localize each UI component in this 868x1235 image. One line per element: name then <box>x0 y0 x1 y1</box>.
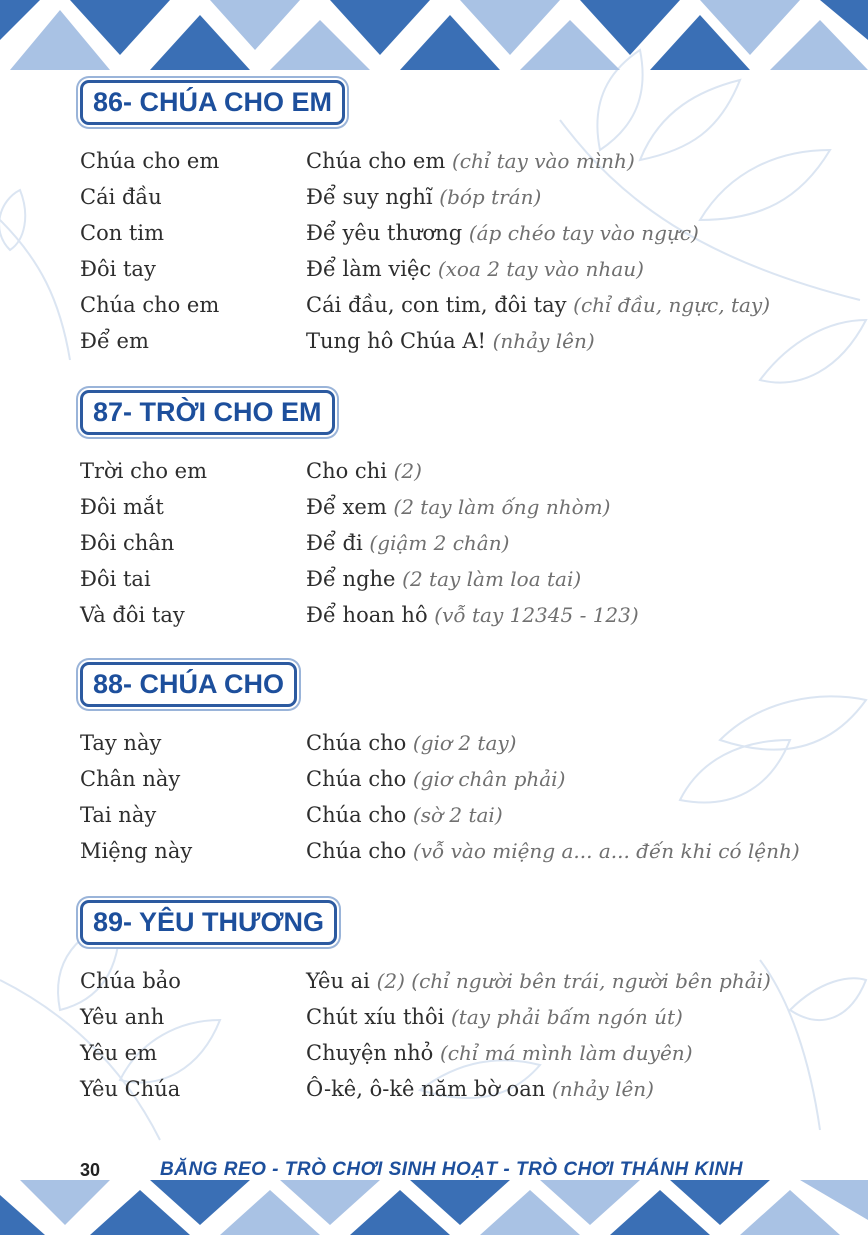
gesture-note: (xoa 2 tay vào nhau) <box>437 257 644 281</box>
top-triangle-border <box>0 0 868 70</box>
verse-row <box>80 597 840 633</box>
gesture-note: (2) (chỉ người bên trái, người bên phải) <box>376 969 771 993</box>
response-text: Chúa cho <box>306 767 413 791</box>
verse-row <box>80 323 840 359</box>
section-87 <box>80 390 840 633</box>
verse-response <box>306 803 840 827</box>
section-title: 89- YÊU THƯƠNG <box>93 907 324 937</box>
gesture-note: (giơ chân phải) <box>412 767 566 791</box>
gesture-note: (tay phải bấm ngón út) <box>451 1005 683 1029</box>
verse-row <box>80 179 840 215</box>
verse-call: Chúa cho em <box>80 149 220 173</box>
response-text: Chúa cho <box>306 803 413 827</box>
verse-list <box>80 963 840 1107</box>
verse-row <box>80 489 840 525</box>
verse-row <box>80 561 840 597</box>
verse-response <box>306 257 840 281</box>
verse-row <box>80 1071 840 1107</box>
verse-response <box>306 969 840 993</box>
gesture-note: (2 tay làm loa tai) <box>402 567 582 591</box>
verse-call: Tay này <box>80 731 162 755</box>
section-title-box <box>80 900 337 945</box>
section-title-box <box>80 662 297 707</box>
verse-response <box>306 1005 840 1029</box>
response-text: Cho chi <box>306 459 394 483</box>
verse-call: Đôi chân <box>80 531 175 555</box>
verse-response <box>306 767 840 791</box>
book-title: BĂNG REO - TRÒ CHƠI SINH HOẠT - TRÒ CHƠI THÁNH KINH <box>160 1159 743 1180</box>
gesture-note: (sờ 2 tai) <box>412 803 503 827</box>
response-text: Để suy nghĩ <box>306 185 440 209</box>
section-title-box <box>80 390 335 435</box>
gesture-note: (giơ 2 tay) <box>412 731 517 755</box>
gesture-note: (2 tay làm ống nhòm) <box>393 495 611 519</box>
verse-response <box>306 329 840 353</box>
verse-row <box>80 453 840 489</box>
gesture-note: (áp chéo tay vào ngực) <box>468 221 699 245</box>
verse-call: Đôi mắt <box>80 495 164 519</box>
verse-call: Tai này <box>80 803 157 827</box>
verse-call: Con tim <box>80 221 164 245</box>
section-88 <box>80 662 840 869</box>
verse-response <box>306 221 840 245</box>
verse-list <box>80 725 840 869</box>
gesture-note: (chỉ đầu, ngực, tay) <box>573 293 771 317</box>
response-text: Chúa cho <box>306 731 413 755</box>
verse-call: Trời cho em <box>80 459 208 483</box>
response-text: Để nghe <box>306 567 403 591</box>
verse-row <box>80 797 840 833</box>
section-title: 87- TRỜI CHO EM <box>93 397 322 427</box>
verse-call: Đôi tai <box>80 567 151 591</box>
verse-row <box>80 999 840 1035</box>
verse-response <box>306 149 840 173</box>
verse-call: Và đôi tay <box>80 603 185 627</box>
section-title: 88- CHÚA CHO <box>93 669 285 699</box>
verse-call: Chúa cho em <box>80 293 220 317</box>
verse-response <box>306 185 840 209</box>
verse-row <box>80 287 840 323</box>
verse-row <box>80 525 840 561</box>
bottom-triangle-border <box>0 1180 868 1235</box>
verse-row <box>80 1035 840 1071</box>
response-text: Chút xíu thôi <box>306 1005 451 1029</box>
response-text: Tung hô Chúa A! <box>306 329 493 353</box>
verse-response <box>306 1041 840 1065</box>
verse-row <box>80 833 840 869</box>
gesture-note: (nhảy lên) <box>492 329 595 353</box>
verse-response <box>306 293 840 317</box>
verse-row <box>80 215 840 251</box>
verse-list <box>80 143 840 359</box>
verse-call: Yêu Chúa <box>80 1077 181 1101</box>
verse-response <box>306 567 840 591</box>
gesture-note: (chỉ má mình làm duyên) <box>439 1041 693 1065</box>
response-text: Để đi <box>306 531 370 555</box>
response-text: Chúa cho em <box>306 149 452 173</box>
verse-row <box>80 143 840 179</box>
verse-call: Chân này <box>80 767 181 791</box>
verse-response <box>306 603 840 627</box>
verse-response <box>306 731 840 755</box>
section-title-box <box>80 80 345 125</box>
response-text: Chúa cho <box>306 839 413 863</box>
section-title: 86- CHÚA CHO EM <box>93 87 333 117</box>
verse-response <box>306 531 840 555</box>
section-86 <box>80 80 840 359</box>
page-number: 30 <box>80 1159 101 1180</box>
response-text: Cái đầu, con tim, đôi tay <box>306 293 574 317</box>
verse-row <box>80 761 840 797</box>
section-89 <box>80 900 840 1107</box>
verse-call: Yêu em <box>80 1041 158 1065</box>
verse-response <box>306 495 840 519</box>
verse-response <box>306 1077 840 1101</box>
gesture-note: (bóp trán) <box>439 185 542 209</box>
verse-call: Cái đầu <box>80 185 162 209</box>
response-text: Ô-kê, ô-kê năm bờ oan <box>306 1077 552 1101</box>
verse-row <box>80 963 840 999</box>
verse-row <box>80 251 840 287</box>
gesture-note: (nhảy lên) <box>551 1077 654 1101</box>
response-text: Chuyện nhỏ <box>306 1041 440 1065</box>
gesture-note: (vỗ vào miệng a... a... đến khi có lệnh) <box>412 839 800 863</box>
verse-call: Miệng này <box>80 839 193 863</box>
gesture-note: (giậm 2 chân) <box>369 531 510 555</box>
response-text: Để yêu thương <box>306 221 469 245</box>
response-text: Để làm việc <box>306 257 438 281</box>
verse-row <box>80 725 840 761</box>
verse-list <box>80 453 840 633</box>
response-text: Để hoan hô <box>306 603 435 627</box>
verse-call: Yêu anh <box>80 1005 165 1029</box>
verse-call: Đôi tay <box>80 257 156 281</box>
verse-call: Để em <box>80 329 149 353</box>
page-footer <box>80 1155 840 1185</box>
verse-call: Chúa bảo <box>80 969 181 993</box>
verse-response <box>306 459 840 483</box>
response-text: Để xem <box>306 495 394 519</box>
gesture-note: (chỉ tay vào mình) <box>451 149 635 173</box>
gesture-note: (vỗ tay 12345 - 123) <box>434 603 639 627</box>
response-text: Yêu ai <box>306 969 377 993</box>
verse-response <box>306 839 840 863</box>
gesture-note: (2) <box>393 459 422 483</box>
